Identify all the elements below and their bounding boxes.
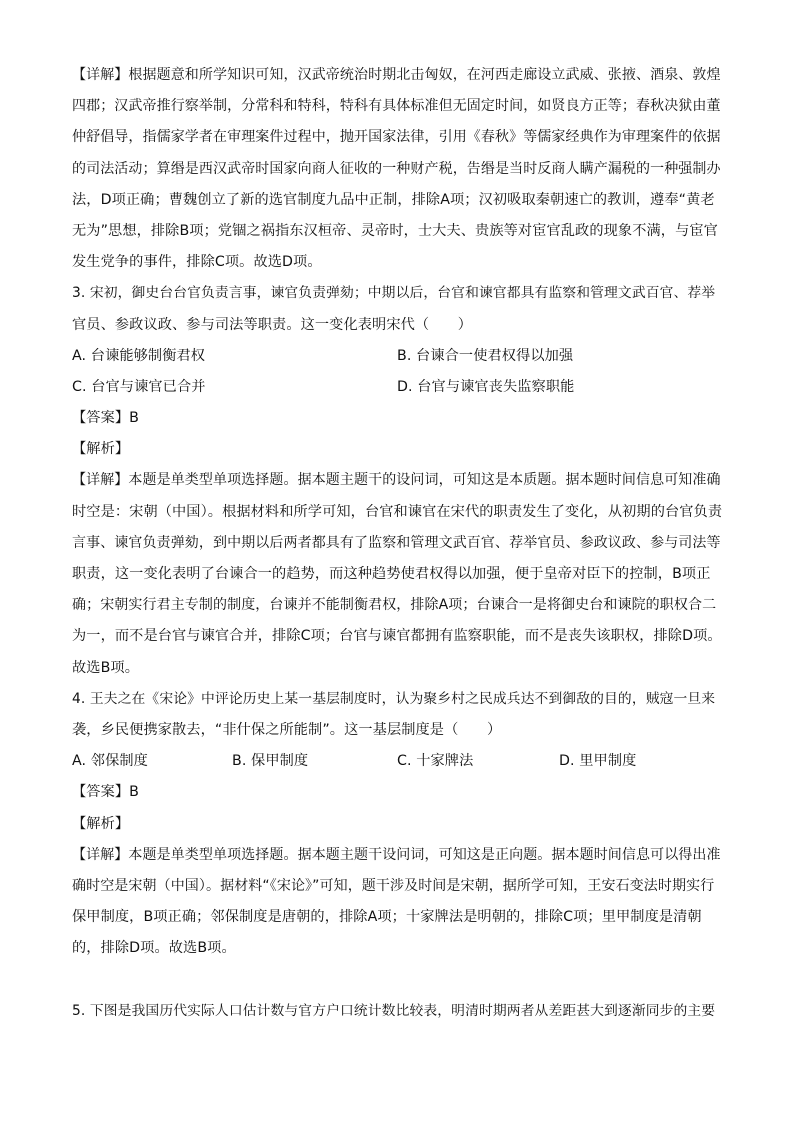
text-line: 的，排除D项。故选B项。 bbox=[72, 940, 236, 957]
text-line: 职责，这一变化表明了台谏合一的趋势，而这种趋势使君权得以加强，便于皇帝对臣下的控制，B项正 bbox=[72, 566, 711, 582]
text-line: 四郡；汉武帝推行察举制，分常科和特科，特科有具体标准但无固定时间，如贤良方正等；春秋决狱由董 bbox=[72, 98, 721, 115]
text-line: 【详解】根据题意和所学知识可知，汉武帝统治时期北击匈奴，在河西走廊设立武威、张掖、酒泉、敦煌 bbox=[72, 67, 721, 83]
analysis-label: 【解析】 bbox=[72, 441, 130, 458]
question-stem-line: 袭，乡民便携家散去，“非什保之所能制”。这一基层制度是（ ） bbox=[72, 721, 502, 738]
option-a: A. 邻保制度 bbox=[72, 753, 148, 770]
analysis-label: 【解析】 bbox=[72, 815, 130, 832]
text-line: 发生党争的事件，排除C项。故选D项。 bbox=[72, 254, 322, 271]
text-line: 法，D项正确；曹魏创立了新的选官制度九品中正制，排除A项；汉初吸取秦朝速亡的教训，遵奉“黄老 bbox=[72, 191, 715, 208]
text-line: 时空是：宋朝（中国）。根据材料和所学可知，台官和谏官在宋代的职责发生了变化，从初期的台官负责 bbox=[72, 503, 723, 520]
text-line: 确；宋朝实行君主专制的制度，台谏并不能制衡君权，排除A项；台谏合一是将御史台和谏院的职权合二 bbox=[72, 597, 717, 614]
options-row bbox=[72, 372, 722, 403]
text-line: 【详解】本题是单类型单项选择题。据本题主题干设问词，可知这是正向题。据本题时间信息可以得出准 bbox=[72, 846, 721, 863]
options-row bbox=[72, 746, 722, 777]
q2-explanation bbox=[72, 60, 722, 278]
question-stem-line: 5. 下图是我国历代实际人口估计数与官方户口统计数比较表，明清时期两者从差距甚大到逐渐同步的主要 bbox=[72, 1002, 716, 1019]
text-line: 言事、谏官负责弹劾，到中期以后两者都具有了监察和管理文武百官、荐举官员、参政议政、参与司法等 bbox=[72, 534, 721, 551]
text-line: 无为”思想，排除B项；党锢之祸指东汉桓帝、灵帝时，士大夫、贵族等对宦官乱政的现象不满，与宦官 bbox=[72, 222, 718, 239]
option-b: B. 保甲制度 bbox=[232, 753, 309, 770]
question-stem-line: 官员、参政议政、参与司法等职责。这一变化表明宋代（ ） bbox=[72, 316, 473, 333]
question-stem-line: 3. 宋初，御史台台官负责言事，谏官负责弹劾；中期以后，台官和谏官都具有监察和管理文武百官、荐举 bbox=[72, 285, 716, 302]
option-d: D. 里甲制度 bbox=[559, 753, 637, 770]
question-stem-line: 4. 王夫之在《宋论》中评论历史上某一基层制度时，认为聚乡村之民成兵达不到御敌的目的，贼寇一旦来 bbox=[72, 690, 716, 707]
question-4 bbox=[72, 684, 722, 965]
text-line: 确时空是宋朝（中国）。据材料“《宋论》”可知，题干涉及时间是宋朝，据所学可知，王安石变法时期实行 bbox=[72, 877, 715, 894]
text-line: 仲舒倡导，指儒家学者在审理案件过程中，抛开国家法律，引用《春秋》等儒家经典作为审理案件的依据 bbox=[72, 129, 721, 146]
text-line: 的司法活动；算缗是西汉武帝时国家向商人征收的一种财产税，告缗是当时反商人瞒产漏税的一种强制办 bbox=[72, 160, 721, 177]
option-c: C. 台官与谏官已合并 bbox=[72, 378, 206, 395]
option-b: B. 台谏合一使君权得以加强 bbox=[397, 347, 574, 364]
option-a: A. 台谏能够制衡君权 bbox=[72, 347, 206, 364]
text-line: 【详解】本题是单类型单项选择题。据本题主题干的设问词，可知这是本质题。据本题时间信息可知准确 bbox=[72, 472, 721, 489]
answer-label: 【答案】B bbox=[72, 410, 139, 427]
answer-label: 【答案】B bbox=[72, 784, 139, 801]
text-line: 保甲制度，B项正确；邻保制度是唐朝的，排除A项；十家牌法是明朝的，排除C项；里甲制度是清朝 bbox=[72, 909, 702, 926]
text-line: 故选B项。 bbox=[72, 659, 139, 676]
spacer bbox=[72, 964, 722, 995]
option-d: D. 台官与谏官丧失监察职能 bbox=[397, 378, 575, 395]
question-5 bbox=[72, 996, 722, 1027]
question-3 bbox=[72, 278, 722, 683]
document-page bbox=[72, 60, 722, 1027]
option-c: C. 十家牌法 bbox=[397, 753, 474, 770]
text-line: 为一，而不是台官与谏官合并，排除C项；台官与谏官都拥有监察职能，而不是丧失该职权，排除D项。 bbox=[72, 628, 722, 645]
options-row bbox=[72, 341, 722, 372]
